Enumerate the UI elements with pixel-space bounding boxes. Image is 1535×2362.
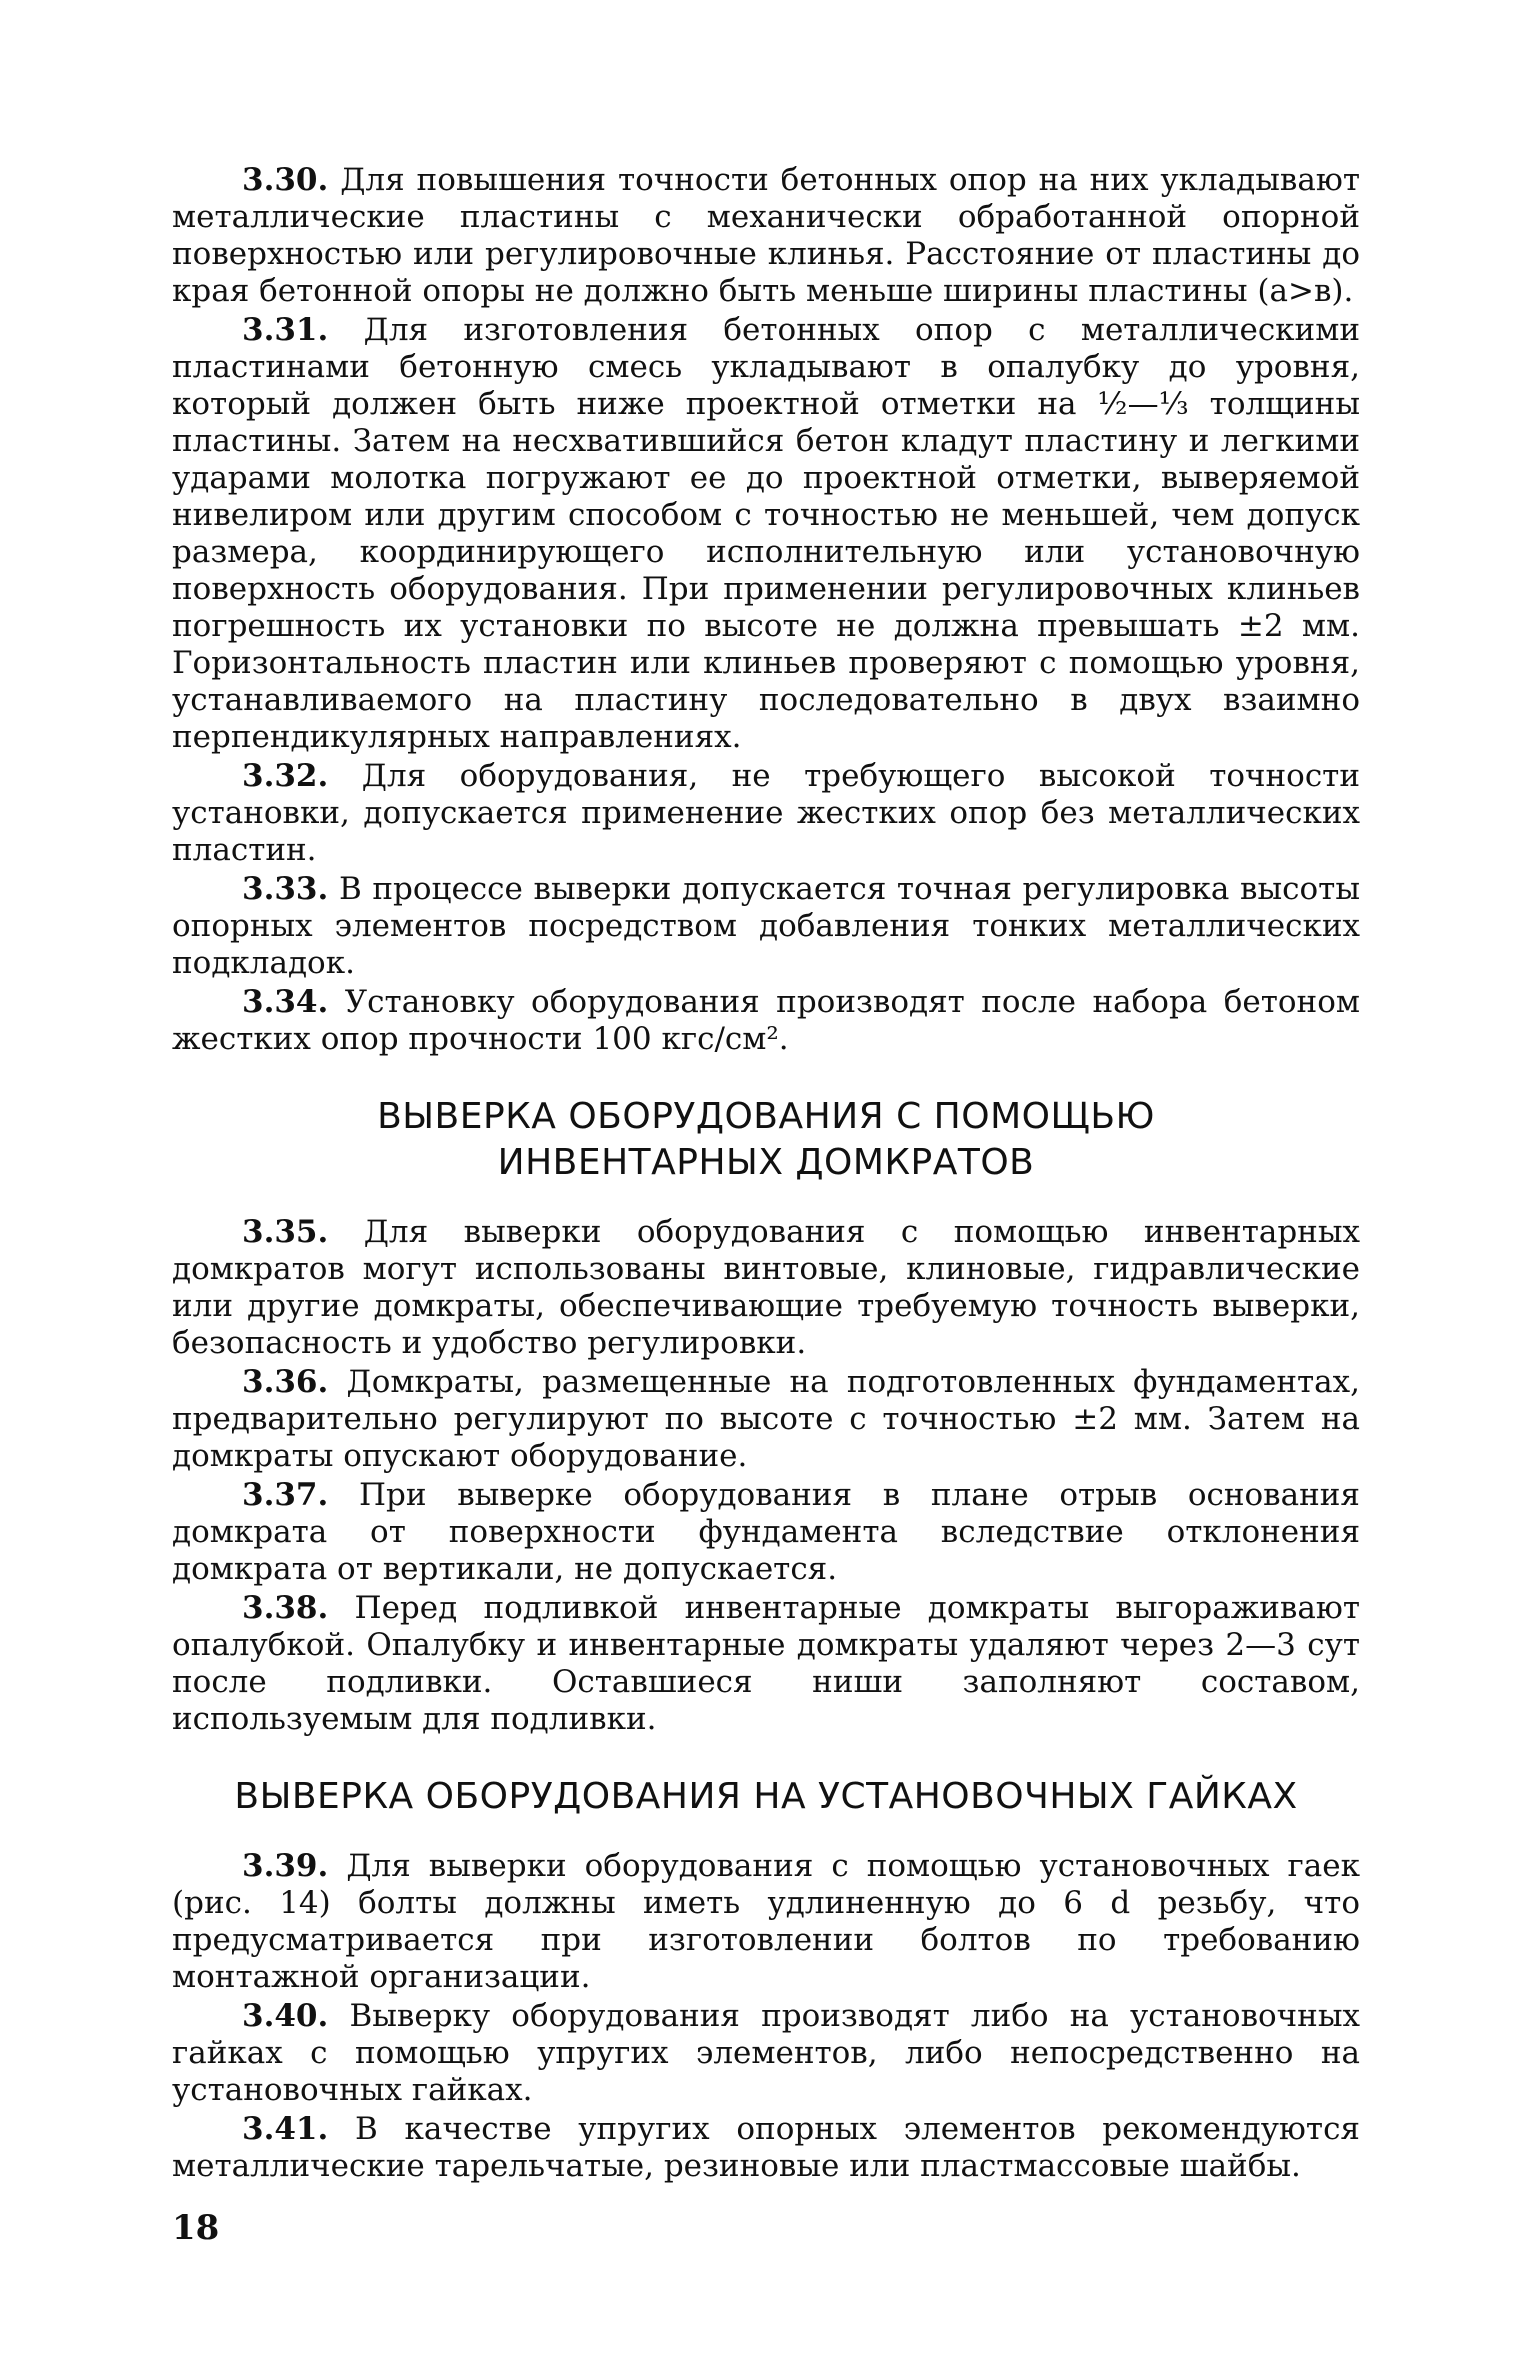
paragraph-number: 3.41. [242,2111,329,2147]
paragraph-number: 3.30. [242,162,329,198]
paragraph-3-30 [172,162,1360,310]
paragraph-3-37 [172,1477,1360,1588]
paragraph-text: Для оборудования, не требующего высокой точности установки, допускается применение жестких опор без металлических пластин. [172,758,1360,868]
paragraph-3-33 [172,871,1360,982]
paragraph-text: Перед подливкой инвентарные домкраты выгораживают опалубкой. Опалубку и инвентарные домкраты удаляют через 2—3 сут после подливки. Оставшиеся ниши заполняют составом, используемым для подливки. [172,1590,1361,1737]
page-content [172,162,1360,2185]
paragraph-number: 3.33. [242,871,329,907]
section-rigid-supports [172,162,1360,1058]
section-heading-nuts [172,1774,1360,1820]
paragraph-3-34 [172,984,1360,1058]
page-number: 18 [172,2208,220,2248]
paragraph-number: 3.38. [242,1590,329,1626]
paragraph-number: 3.36. [242,1364,329,1400]
paragraph-3-41 [172,2111,1360,2185]
paragraph-3-35 [172,1214,1360,1362]
paragraph-3-36 [172,1364,1360,1475]
section-heading-jacks [172,1094,1360,1186]
paragraph-3-39 [172,1848,1360,1996]
paragraph-text: Для выверки оборудования с помощью инвентарных домкратов могут использованы винтовые, клиновые, гидравлические или другие домкраты, обеспечивающие требуемую точность выверки, безопасность и удобство регулировки. [172,1214,1360,1361]
heading-line: ВЫВЕРКА ОБОРУДОВАНИЯ С ПОМОЩЬЮ [377,1096,1155,1137]
heading-line: ВЫВЕРКА ОБОРУДОВАНИЯ НА УСТАНОВОЧНЫХ ГАЙКАХ [234,1776,1298,1817]
paragraph-text: Для повышения точности бетонных опор на них укладывают металлические пластины с механически обработанной опорной поверхностью или регулировочные клинья. Расстояние от пластины до края бетонной опоры не должно быть меньше ширины пластины (а>в). [172,162,1360,309]
paragraph-3-40 [172,1998,1360,2109]
paragraph-number: 3.39. [242,1848,329,1884]
paragraph-3-31 [172,312,1360,756]
paragraph-number: 3.40. [242,1998,329,2034]
paragraph-text: Для выверки оборудования с помощью установочных гаек (рис. 14) болты должны иметь удлиненную до 6 d резьбу, что предусматривается при изготовлении болтов по требованию монтажной организации. [172,1848,1360,1995]
paragraph-number: 3.34. [242,984,329,1020]
paragraph-number: 3.31. [242,312,329,348]
paragraph-3-32 [172,758,1360,869]
heading-line: ИНВЕНТАРНЫХ ДОМКРАТОВ [497,1142,1035,1183]
section-adjusting-nuts [172,1848,1360,2185]
paragraph-3-38 [172,1590,1360,1738]
paragraph-text: В качестве упругих опорных элементов рекомендуются металлические тарельчатые, резиновые или пластмассовые шайбы. [172,2111,1360,2184]
paragraph-number: 3.32. [242,758,329,794]
paragraph-number: 3.37. [242,1477,329,1513]
paragraph-text: Для изготовления бетонных опор с металлическими пластинами бетонную смесь укладывают в опалубку до уровня, который должен быть ниже проектной отметки на ½—⅓ толщины пластины. Затем на несхватившийся бетон кладут пластину и легкими ударами молотка погружают ее до проектной отметки, выверяемой нивелиром или другим способом с точностью не меньшей, чем допуск размера, координирующего исполнительную или установочную поверхность оборудования. При применении регулировочных клиньев погрешность их установки по высоте не должна превышать ±2 мм. Горизонтальность пластин или клиньев проверяют с помощью уровня, устанавливаемого на пластину последовательно в двух взаимно перпендикулярных направлениях. [172,312,1360,755]
paragraph-text: Установку оборудования производят после набора бетоном жестких опор прочности 100 кгс/см². [172,984,1360,1057]
paragraph-text: При выверке оборудования в плане отрыв основания домкрата от поверхности фундамента вследствие отклонения домкрата от вертикали, не допускается. [172,1477,1360,1587]
paragraph-number: 3.35. [242,1214,329,1250]
paragraph-text: В процессе выверки допускается точная регулировка высоты опорных элементов посредством добавления тонких металлических подкладок. [172,871,1360,981]
section-inventory-jacks [172,1214,1360,1738]
paragraph-text: Домкраты, размещенные на подготовленных фундаментах, предварительно регулируют по высоте с точностью ±2 мм. Затем на домкраты опускают оборудование. [172,1364,1360,1474]
paragraph-text: Выверку оборудования производят либо на установочных гайках с помощью упругих элементов, либо непосредственно на установочных гайках. [172,1998,1360,2108]
